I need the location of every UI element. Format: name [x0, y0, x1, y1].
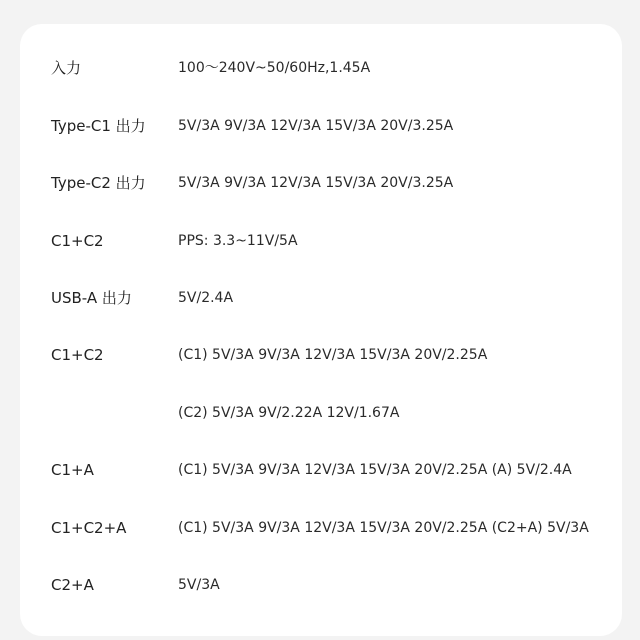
- spec-value: (C2) 5V/3A 9V/2.22A 12V/1.67A: [178, 405, 400, 421]
- spec-value: 5V/3A: [178, 577, 220, 593]
- spec-label: Type-C1 出力: [51, 117, 146, 135]
- spec-label: C1+A: [51, 461, 94, 479]
- spec-value: PPS: 3.3~11V/5A: [178, 233, 298, 249]
- spec-label: Type-C2 出力: [51, 174, 146, 192]
- spec-row-type-c1-output: [20, 111, 622, 141]
- spec-label: C2+A: [51, 576, 94, 594]
- spec-label: C1+C2: [51, 346, 104, 364]
- spec-label: C1+C2: [51, 232, 104, 250]
- spec-row-input: [20, 53, 622, 83]
- spec-row-c1-a: [20, 455, 622, 485]
- spec-row-c1-c2-a: [20, 513, 622, 543]
- spec-value: 5V/2.4A: [178, 290, 234, 306]
- spec-row-type-c2-output: [20, 168, 622, 198]
- spec-label: 入力: [51, 59, 82, 77]
- spec-label: USB-A 出力: [51, 289, 132, 307]
- spec-value: (C1) 5V/3A 9V/3A 12V/3A 15V/3A 20V/2.25A (C2+A) 5V/3A: [178, 520, 589, 536]
- spec-value: 5V/3A 9V/3A 12V/3A 15V/3A 20V/3.25A: [178, 175, 454, 191]
- spec-value: (C1) 5V/3A 9V/3A 12V/3A 15V/3A 20V/2.25A (A) 5V/2.4A: [178, 462, 572, 478]
- spec-value: 5V/3A 9V/3A 12V/3A 15V/3A 20V/3.25A: [178, 118, 454, 134]
- spec-label: C1+C2+A: [51, 519, 127, 537]
- spec-row-c2-a: [20, 570, 622, 600]
- spec-row-usb-a-output: [20, 283, 622, 313]
- spec-value: 100〜240V~50/60Hz,1.45A: [178, 60, 371, 76]
- spec-value: (C1) 5V/3A 9V/3A 12V/3A 15V/3A 20V/2.25A: [178, 347, 488, 363]
- spec-row-c1-c2-combined: [20, 340, 622, 370]
- spec-row-c1-c2-pps: [20, 226, 622, 256]
- spec-card: [20, 24, 622, 636]
- spec-row-c1-c2-combined-c2: [20, 398, 622, 428]
